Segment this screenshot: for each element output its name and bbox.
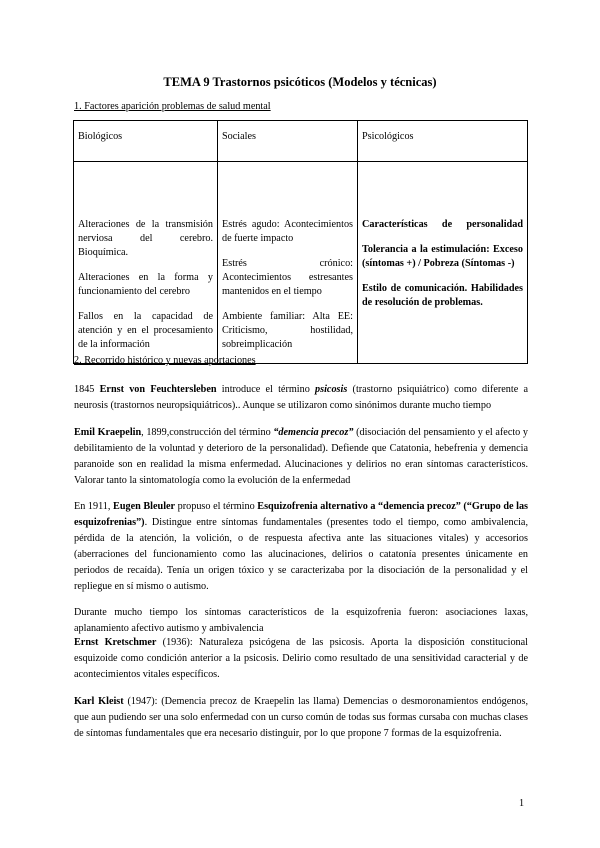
author-name: Ernst Kretschmer	[74, 637, 157, 648]
key-term: “demencia precoz”	[273, 427, 354, 438]
page-number: 1	[519, 798, 525, 809]
section-heading-factors: 1. Factores aparición problemas de salud mental	[74, 101, 271, 112]
paragraph-kraepelin	[74, 425, 528, 489]
section-heading-historia: 2. Recorrido histórico y nuevas aportaciones	[74, 355, 256, 366]
sociales-item: Estrés agudo: Acontecimientos de fuerte impacto	[222, 219, 353, 244]
header-psicologicos: Psicológicos	[358, 121, 528, 162]
paragraph-text: . Distingue entre síntomas fundamentales (presentes todo el tiempo, como ambivalencia, pérdida de la atención, la volición, o de respuesta afectiva ante las situaciones vitales) y accesorios (aberraciones del funcionamiento como las alucinaciones, delirios o catatonía presentes únicamente en periodos de recaída). Tenía un origen tóxico y se caracterizaba por la disociación de la personalidad y el repliegue en sí mismo o autismo.	[74, 517, 528, 592]
paragraph-text: (1936): Naturaleza psicógena de las psicosis. Aporta la disposición constitucional esquizoide como condición anterior a la psicosis. Delirio como resultado de una sensitividad caracterial y de acontecimientos vitales específicos.	[74, 637, 528, 680]
paragraph-kleist	[74, 694, 528, 742]
table-body-row	[74, 162, 528, 364]
header-biologicos: Biológicos	[74, 121, 218, 162]
psicologicos-item: Estilo de comunicación. Habilidades de resolución de problemas.	[362, 283, 523, 308]
biologicos-item: Alteraciones de la transmisión nerviosa del cerebro. Bioquímica.	[78, 219, 213, 258]
factors-table	[73, 120, 528, 364]
cell-biologicos	[74, 162, 218, 364]
author-name: Emil Kraepelin	[74, 427, 142, 438]
cell-sociales	[218, 162, 358, 364]
paragraph-text: (disociación del pensamiento y el afecto y debilitamiento de la voluntad y deterioro de la personalidad). Defiende que Catatonia, hebefrenia y demencia paranoide son en realidad la misma enfermedad. Alucinaciones y delirios no eran síntomas característicos. Valorar tanto la sintomatología como la evolución de la enfermedad	[74, 427, 528, 486]
paragraph-text: propuso el término	[175, 501, 258, 512]
paragraph-bleuler	[74, 499, 528, 595]
paragraph-text: (1947): (Demencia precoz de Kraepelin las llama) Demencias o desmoronamientos endógenos, que aun pudiendo ser una solo enfermedad con un curso común de todas sus formas cursaba con muchas clases de síntomas fundamentales que era necesario distinguir, por lo que propone 7 formas de la esquizofrenia.	[74, 696, 528, 739]
biologicos-item: Fallos en la capacidad de atención y en el procesamiento de la información	[78, 311, 213, 350]
paragraph-text: introduce el término	[216, 384, 316, 395]
biologicos-item: Alteraciones en la forma y funcionamiento del cerebro	[78, 272, 213, 297]
psicologicos-item: Características de personalidad	[362, 219, 523, 230]
psicologicos-item: Tolerancia a la estimulación: Exceso (síntomas +) / Pobreza (Síntomas -)	[362, 244, 523, 269]
sociales-item: Ambiente familiar: Alta EE: Criticismo, hostilidad, sobreimplicación	[222, 311, 353, 350]
table-header-row	[74, 121, 528, 162]
paragraph-text: (trastorno psiquiátrico) como diferente a neurosis (trastornos neuropsiquiátricos).. Aunque se utilizaron como sinónimos durante mucho tiempo	[74, 384, 529, 411]
key-term: Esquizofrenia alternativo a “demencia precoz” (“Grupo de las esquizofrenias”)	[74, 501, 528, 528]
author-name: Karl Kleist	[74, 696, 124, 707]
cell-psicologicos	[358, 162, 528, 364]
paragraph-sintomas: Durante mucho tiempo los síntomas característicos de la esquizofrenia fueron: asociaciones laxas, aplanamiento afectivo autismo y ambivalencia	[74, 607, 528, 634]
document-title: TEMA 9 Trastornos psicóticos (Modelos y técnicas)	[163, 75, 437, 89]
paragraph-text: En 1911,	[74, 501, 114, 512]
paragraph-feuchtersleben	[74, 382, 528, 414]
paragraph-kretschmer	[74, 635, 528, 683]
key-term: psicosis	[315, 384, 348, 395]
year: 1845	[74, 384, 100, 395]
header-sociales: Sociales	[218, 121, 358, 162]
sociales-item: Estrés crónico: Acontecimientos estresantes mantenidos en el tiempo	[222, 258, 353, 297]
author-name: Ernst von Feuchtersleben	[99, 384, 217, 395]
paragraph-text: , 1899,construcción del término	[141, 427, 274, 438]
author-name: Eugen Bleuler	[113, 501, 176, 512]
